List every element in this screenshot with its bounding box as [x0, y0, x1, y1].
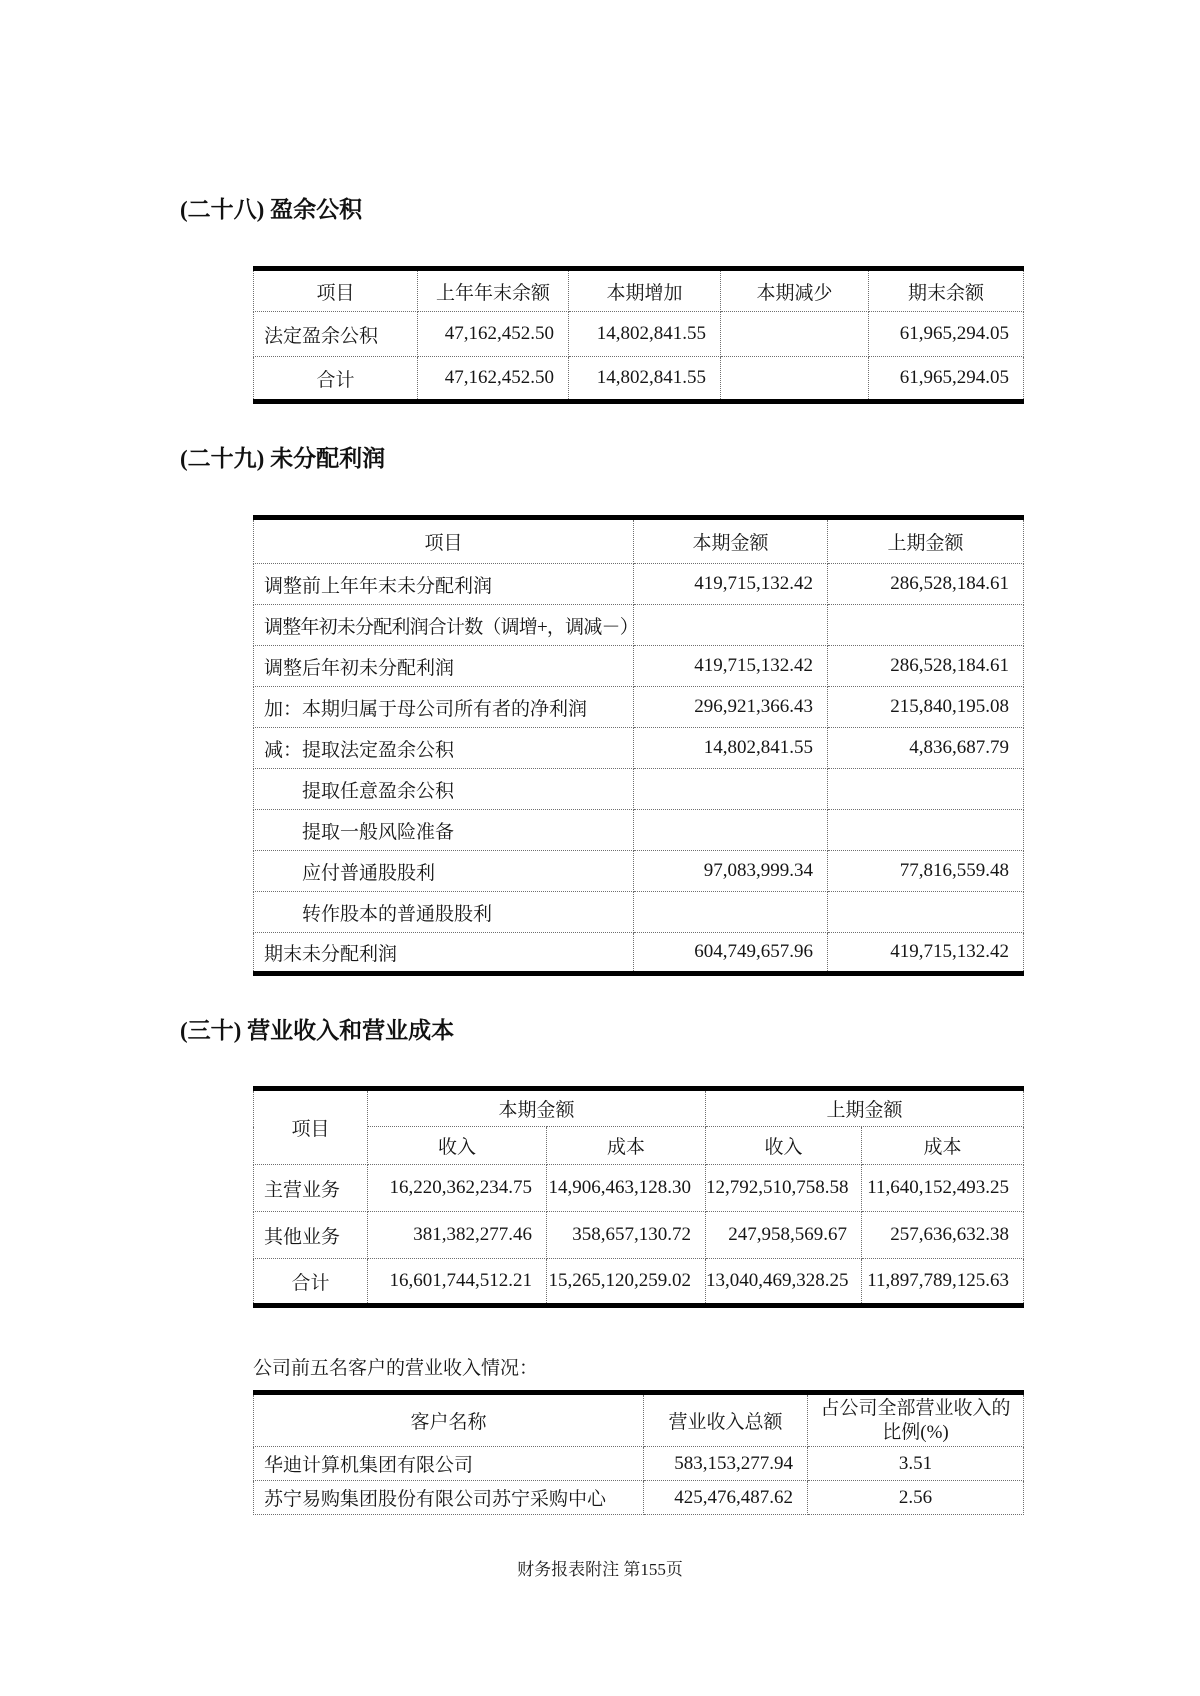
retained-earnings-table [253, 515, 1024, 976]
amount-cell: 425,476,487.62 [644, 1481, 808, 1515]
table-total-row [254, 933, 1024, 974]
header-cell-current-period-group: 本期金额 [368, 1089, 706, 1127]
row-label-cell: 主营业务 [254, 1165, 368, 1212]
amount-cell [634, 892, 828, 933]
table-row [254, 1447, 1024, 1481]
amount-cell: 296,921,366.43 [634, 687, 828, 728]
table-subheader-row [254, 1127, 1024, 1165]
row-label-cell: 调整前上年年末未分配利润 [254, 564, 634, 605]
table-row [254, 851, 1024, 892]
amount-cell [634, 810, 828, 851]
amount-cell: 604,749,657.96 [634, 933, 828, 974]
table-row [254, 1481, 1024, 1515]
amount-cell: 16,601,744,512.21 [368, 1259, 547, 1306]
section-30-heading: (三十) 营业收入和营业成本 [180, 1018, 455, 1043]
table-header-row [254, 1393, 1024, 1447]
amount-cell: 257,636,632.38 [862, 1212, 1024, 1259]
row-label-cell: 减：提取法定盈余公积 [254, 728, 634, 769]
header-cell-decrease: 本期减少 [721, 269, 869, 312]
amount-cell [828, 605, 1024, 646]
table-row [254, 728, 1024, 769]
table-row [254, 1165, 1024, 1212]
amount-cell [721, 312, 869, 357]
amount-cell [634, 605, 828, 646]
row-label-cell: 加：本期归属于母公司所有者的净利润 [254, 687, 634, 728]
amount-cell: 215,840,195.08 [828, 687, 1024, 728]
header-cell-item: 项目 [254, 269, 418, 312]
amount-cell: 14,906,463,128.30 [547, 1165, 706, 1212]
amount-cell: 419,715,132.42 [634, 646, 828, 687]
header-cell-revenue-total: 营业收入总额 [644, 1393, 808, 1447]
table-total-row [254, 1259, 1024, 1306]
amount-cell: 11,897,789,125.63 [862, 1259, 1024, 1306]
amount-cell: 77,816,559.48 [828, 851, 1024, 892]
row-label-cell: 提取一般风险准备 [254, 810, 634, 851]
amount-cell: 247,958,569.67 [706, 1212, 862, 1259]
customer-name-cell: 华迪计算机集团有限公司 [254, 1447, 644, 1481]
table-row [254, 1212, 1024, 1259]
amount-cell: 286,528,184.61 [828, 564, 1024, 605]
customer-name-cell: 苏宁易购集团股份有限公司苏宁采购中心 [254, 1481, 644, 1515]
table-row [254, 564, 1024, 605]
table-header-row [254, 1089, 1024, 1127]
percentage-cell: 3.51 [808, 1447, 1024, 1481]
amount-cell [828, 892, 1024, 933]
amount-cell: 97,083,999.34 [634, 851, 828, 892]
row-label-cell: 期末未分配利润 [254, 933, 634, 974]
amount-cell [721, 357, 869, 402]
table-row [254, 646, 1024, 687]
amount-cell: 286,528,184.61 [828, 646, 1024, 687]
amount-cell [828, 769, 1024, 810]
amount-cell: 14,802,841.55 [569, 312, 721, 357]
amount-cell: 419,715,132.42 [828, 933, 1024, 974]
amount-cell [828, 810, 1024, 851]
row-label-cell: 法定盈余公积 [254, 312, 418, 357]
amount-cell [634, 769, 828, 810]
subheader-cell-cost: 成本 [862, 1127, 1024, 1165]
row-label-cell: 合计 [254, 1259, 368, 1306]
header-cell-customer-name: 客户名称 [254, 1393, 644, 1447]
table-row [254, 312, 1024, 357]
row-label-cell: 提取任意盈余公积 [254, 769, 634, 810]
amount-cell: 4,836,687.79 [828, 728, 1024, 769]
header-cell-prior-amount: 上期金额 [828, 518, 1024, 564]
header-cell-revenue-percentage [808, 1393, 1024, 1447]
amount-cell: 11,640,152,493.25 [862, 1165, 1024, 1212]
header-cell-increase: 本期增加 [569, 269, 721, 312]
amount-cell: 61,965,294.05 [869, 312, 1024, 357]
row-label-cell: 转作股本的普通股股利 [254, 892, 634, 933]
header-percentage-line1: 占公司全部营业收入的 [820, 1397, 1011, 1419]
row-label-cell: 合计 [254, 357, 418, 402]
header-cell-ending-balance: 期末余额 [869, 269, 1024, 312]
top-customers-table [253, 1390, 1024, 1515]
table-row [254, 810, 1024, 851]
amount-cell: 419,715,132.42 [634, 564, 828, 605]
subheader-cell-income: 收入 [368, 1127, 547, 1165]
subheader-cell-cost: 成本 [547, 1127, 706, 1165]
header-cell-prior-year-balance: 上年年末余额 [418, 269, 569, 312]
header-cell-item: 项目 [254, 1089, 368, 1165]
amount-cell: 14,802,841.55 [634, 728, 828, 769]
section-28-heading: (二十八) 盈余公积 [180, 197, 363, 222]
section-29-heading: (二十九) 未分配利润 [180, 446, 386, 471]
row-label-cell: 应付普通股股利 [254, 851, 634, 892]
header-cell-item: 项目 [254, 518, 634, 564]
amount-cell: 12,792,510,758.58 [706, 1165, 862, 1212]
amount-cell: 61,965,294.05 [869, 357, 1024, 402]
table-row [254, 687, 1024, 728]
amount-cell: 47,162,452.50 [418, 357, 569, 402]
amount-cell: 358,657,130.72 [547, 1212, 706, 1259]
table-header-row [254, 518, 1024, 564]
page-footer: 财务报表附注 第155页 [517, 1560, 683, 1579]
table-row [254, 605, 1024, 646]
amount-cell: 15,265,120,259.02 [547, 1259, 706, 1306]
header-cell-prior-period-group: 上期金额 [706, 1089, 1024, 1127]
amount-cell: 16,220,362,234.75 [368, 1165, 547, 1212]
table-total-row [254, 357, 1024, 402]
amount-cell: 14,802,841.55 [569, 357, 721, 402]
header-percentage-line2: 比例(%) [882, 1421, 949, 1443]
revenue-cost-table [253, 1086, 1024, 1308]
top-customers-note: 公司前五名客户的营业收入情况： [253, 1358, 539, 1379]
table-header-row [254, 269, 1024, 312]
surplus-reserve-table [253, 266, 1024, 404]
row-label-cell: 调整后年初未分配利润 [254, 646, 634, 687]
amount-cell: 583,153,277.94 [644, 1447, 808, 1481]
amount-cell: 13,040,469,328.25 [706, 1259, 862, 1306]
row-label-cell: 其他业务 [254, 1212, 368, 1259]
amount-cell: 47,162,452.50 [418, 312, 569, 357]
table-row [254, 892, 1024, 933]
subheader-cell-income: 收入 [706, 1127, 862, 1165]
table-row [254, 769, 1024, 810]
percentage-cell: 2.56 [808, 1481, 1024, 1515]
header-cell-current-amount: 本期金额 [634, 518, 828, 564]
amount-cell: 381,382,277.46 [368, 1212, 547, 1259]
row-label-cell: 调整年初未分配利润合计数（调增+，调减－） [254, 605, 634, 646]
